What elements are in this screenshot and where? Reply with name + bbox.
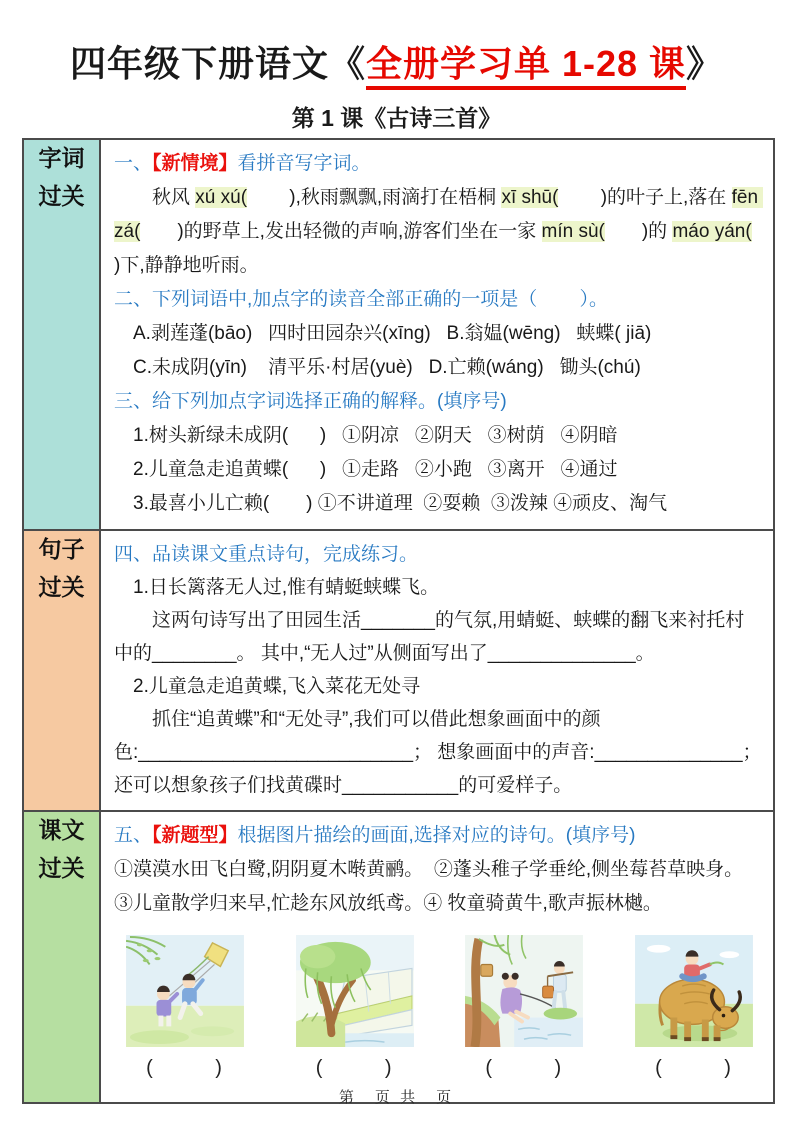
pinyin-blank: xú xú(: [195, 187, 248, 208]
section-words: [23, 139, 774, 530]
section-label-sentences: 句子过关: [23, 530, 100, 811]
herd-boy-ox-illustration: [635, 935, 753, 1047]
question-4-item-2: 2.儿童急走追黄蝶,飞入菜花无处寻: [133, 676, 421, 697]
page-footer: 第 页 共 页: [338, 1089, 455, 1106]
question-4-para-1: 这两句诗写出了田园生活_______的气氛,用蜻蜓、蛱蝶的翻飞来衬托村中的________。 其中,“无人过”从侧面写出了______________。: [114, 610, 745, 664]
kite-flying-illustration: [126, 935, 244, 1047]
illustration-row: [114, 921, 763, 1080]
page-title: [0, 36, 793, 87]
question-3-item-2: 2.儿童急走追黄蝶( ) ①走路 ②小跑 ③离开 ④通过: [133, 459, 618, 480]
pinyin-blank: máo yán(: [672, 221, 752, 242]
pinyin-blank: mín sù(: [541, 221, 605, 242]
child-fishing-illustration: [465, 935, 583, 1047]
question-5-tag: 【新题型】: [152, 825, 238, 846]
lesson-subtitle: 第 1 课《古诗三首》: [291, 105, 502, 131]
title-prefix: 四年级下册语文: [69, 43, 329, 84]
question-1-text: 看拼音写字词。: [237, 153, 371, 174]
pinyin-passage: [114, 181, 789, 283]
question-5-heading: [114, 819, 763, 853]
section-sentences: [23, 530, 774, 811]
answer-blank-4: ( ): [655, 1057, 733, 1079]
question-2-options-c: C.未成阴(yīn) 清平乐·村居(yuè) D.亡赖(wáng) 锄头(chú): [133, 357, 641, 378]
section-words-content: [100, 139, 789, 530]
question-1-heading: [114, 147, 763, 181]
title-bracket-close: 》: [686, 43, 724, 84]
answer-blank-3: ( ): [485, 1057, 564, 1079]
question-3-item-1: 1.树头新绿未成阴( ) ①阴凉 ②阴天 ③树荫 ④阴暗: [133, 425, 618, 446]
figure-willow: [294, 935, 416, 1080]
figure-fishing: [463, 935, 585, 1080]
pinyin-blank: xī shū(: [501, 187, 559, 208]
section-sentences-content: [100, 530, 774, 811]
worksheet-table: [22, 138, 789, 1104]
willow-paddy-illustration: [296, 935, 414, 1047]
figure-kite: [124, 935, 246, 1080]
question-3-item-3: 3.最喜小儿亡赖( ) ①不讲道理 ②耍赖 ③泼辣 ④顽皮、淘气: [133, 493, 668, 514]
figure-ox: [633, 935, 755, 1080]
poem-options-line-2: ③儿童散学归来早,忙趁东风放纸鸢。④ 牧童骑黄牛,歌声振林樾。: [114, 893, 662, 914]
question-1-number: 一、: [114, 153, 153, 174]
title-bracket-open: 《: [328, 43, 366, 84]
title-highlight: 全册学习单 1-28 课: [366, 43, 686, 90]
question-4-para-2: 抓住“追黄蝶”和“无处寻”,我们可以借此想象画面中的颜色:__________________________； 想象画面中的声音:______________； 还可以想象孩子们找黄碟时___________的可爱样子。: [114, 709, 767, 796]
passage-seg: )的: [604, 221, 673, 242]
passage-seg: 秋风: [152, 187, 196, 208]
question-5-number: 五、: [114, 825, 153, 846]
question-2-heading: 二、下列词语中,加点字的读音全部正确的一项是（ ）。: [114, 289, 609, 310]
passage-seg: ),秋雨飘飘,雨滴打在梧桐: [247, 187, 502, 208]
pinyin-blank: fēn zá(: [114, 187, 764, 242]
question-4-item-1: 1.日长篱落无人过,惟有蜻蜓蛱蝶飞。: [133, 577, 440, 598]
section-text: [23, 811, 774, 1103]
section-text-content: [100, 811, 774, 1103]
passage-seg: )下,静静地听雨。: [114, 221, 789, 276]
question-2-options-a: A.剥莲蓬(bāo) 四时田园杂兴(xīng) B.翁媪(wēng) 蛱蝶( jiā): [133, 323, 652, 344]
answer-blank-1: ( ): [146, 1057, 224, 1079]
section-label-words: 字词过关: [23, 139, 100, 530]
question-4-heading: 四、品读课文重点诗句，完成练习。: [114, 544, 419, 565]
poem-options-line-1: ①漠漠水田飞白鹭,阴阴夏木啭黄鹂。 ②蓬头稚子学垂纶,侧坐莓苔草映身。: [114, 859, 744, 880]
question-3-heading: 三、给下列加点字词选择正确的解释。(填序号): [114, 391, 507, 412]
question-5-text: 根据图片描绘的画面,选择对应的诗句。(填序号): [237, 825, 636, 846]
section-label-text: 课文过关: [23, 811, 100, 1103]
passage-seg: )的野草上,发出轻微的声响,游客们坐在一家: [140, 221, 542, 242]
passage-seg: )的叶子上,落在: [558, 187, 732, 208]
answer-blank-2: ( ): [315, 1057, 394, 1079]
question-1-tag: 【新情境】: [152, 153, 238, 174]
